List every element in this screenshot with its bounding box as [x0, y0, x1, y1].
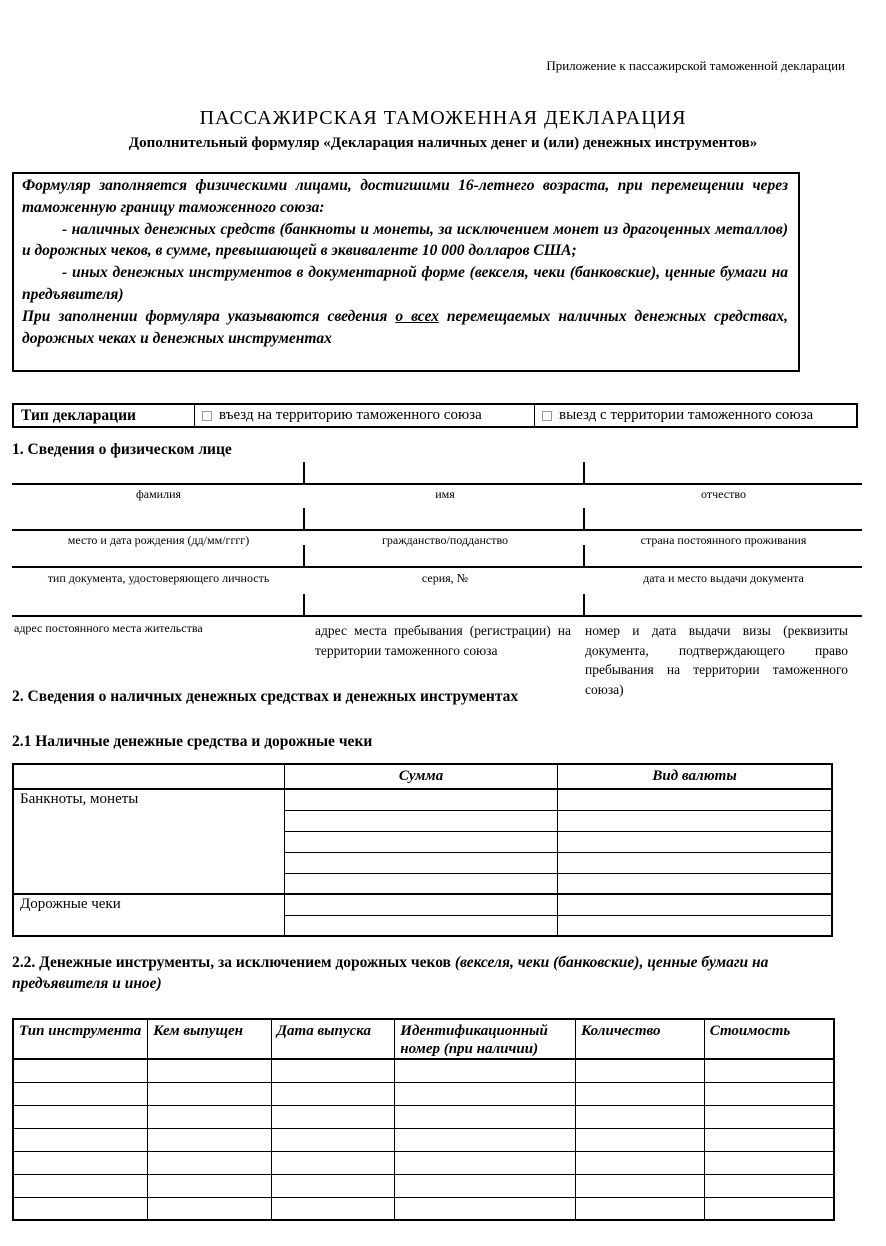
cell[interactable]: [148, 1174, 272, 1197]
checks-currency-cell[interactable]: [558, 915, 832, 936]
birth-citizenship-fields-row: [12, 508, 862, 531]
banknotes-row-label: Банкноты, монеты: [13, 789, 284, 894]
issue-date-place-field[interactable]: [585, 545, 862, 566]
table-row: [13, 1128, 834, 1151]
citizenship-field[interactable]: [305, 508, 585, 529]
intro-paragraph-1: Формуляр заполняется физическими лицами, достигшими 16-летнего возраста, при перемещении через таможенную границу таможенного союза:: [22, 177, 788, 216]
issue-date-header: Дата выпуска: [271, 1019, 395, 1059]
table-row: [13, 1082, 834, 1105]
cell[interactable]: [13, 1151, 148, 1174]
citizenship-label: гражданство/подданство: [381, 533, 509, 547]
cell[interactable]: [271, 1151, 395, 1174]
name-fields-labels: [12, 487, 862, 502]
residence-country-field[interactable]: [585, 508, 862, 529]
cell[interactable]: [13, 1174, 148, 1197]
issue-date-place-label: дата и место выдачи документа: [643, 571, 804, 585]
given-name-label: имя: [435, 487, 455, 501]
given-name-field[interactable]: [305, 462, 585, 483]
checks-amount-cell[interactable]: [284, 915, 557, 936]
declaration-type-label: Тип декларации: [14, 405, 195, 426]
banknotes-amount-cell[interactable]: [284, 810, 557, 831]
cell[interactable]: [148, 1082, 272, 1105]
entry-checkbox[interactable]: [202, 411, 212, 421]
banknotes-amount-cell[interactable]: [284, 789, 557, 810]
cell[interactable]: [704, 1059, 834, 1082]
annex-note: Приложение к пассажирской таможенной декларации: [546, 58, 845, 73]
intro-paragraph-4: При заполнении формуляра указываются сведения о всех перемещаемых наличных денежных средствах, дорожных чеках и денежных инструментах: [22, 307, 789, 347]
cell[interactable]: [13, 1128, 148, 1151]
cell[interactable]: [148, 1105, 272, 1128]
banknotes-currency-cell[interactable]: [558, 810, 832, 831]
cell[interactable]: [395, 1151, 576, 1174]
value-header: Стоимость: [704, 1019, 834, 1059]
table-row: [13, 1197, 834, 1220]
banknotes-currency-cell[interactable]: [558, 789, 832, 810]
quantity-header: Количество: [576, 1019, 705, 1059]
table-row: [13, 1151, 834, 1174]
series-number-field[interactable]: [305, 545, 585, 566]
entry-option[interactable]: [195, 405, 535, 426]
cell[interactable]: [704, 1174, 834, 1197]
banknotes-currency-cell[interactable]: [558, 831, 832, 852]
cell[interactable]: [576, 1174, 705, 1197]
cell[interactable]: [395, 1059, 576, 1082]
entry-option-label: въезд на территорию таможенного союза: [219, 407, 482, 423]
patronymic-field[interactable]: [585, 462, 862, 483]
table-row: [13, 1174, 834, 1197]
cell[interactable]: [148, 1151, 272, 1174]
cell[interactable]: [148, 1128, 272, 1151]
patronymic-label: отчество: [701, 487, 746, 501]
cell[interactable]: [704, 1197, 834, 1220]
instruments-table: [12, 1018, 835, 1221]
intro-paragraph-2: - наличных денежных средств (банкноты и монеты, за исключением монет из драгоценных металлов) и дорожных чеков, в сумме, превышающей в эквиваленте 10 000 долларов США;: [22, 220, 788, 260]
banknotes-amount-cell[interactable]: [284, 873, 557, 894]
cell[interactable]: [704, 1082, 834, 1105]
cell[interactable]: [395, 1174, 576, 1197]
cell[interactable]: [576, 1151, 705, 1174]
visa-details-label: номер и дата выдачи визы (реквизиты документа, подтверждающего право пребывания на территории таможенного союза): [585, 623, 848, 697]
cell[interactable]: [395, 1197, 576, 1220]
cell[interactable]: [395, 1082, 576, 1105]
cell[interactable]: [271, 1082, 395, 1105]
table-row: [13, 894, 832, 915]
cell[interactable]: [13, 1059, 148, 1082]
section22-heading: 2.2. Денежные инструменты, за исключением дорожных чеков (векселя, чеки (банковские), ценные бумаги на предъявителя и иное): [12, 954, 769, 992]
cell[interactable]: [704, 1105, 834, 1128]
document-fields-labels: [12, 571, 862, 586]
surname-field[interactable]: [12, 462, 305, 483]
cash-table: [12, 763, 833, 937]
cell[interactable]: [13, 1082, 148, 1105]
form-title: ПАССАЖИРСКАЯ ТАМОЖЕННАЯ ДЕКЛАРАЦИЯ: [199, 107, 687, 129]
declaration-type-row: [12, 403, 858, 428]
instruments-table-header-row: [13, 1019, 834, 1059]
banknotes-currency-cell[interactable]: [558, 852, 832, 873]
permanent-address-field[interactable]: [12, 594, 305, 615]
surname-label: фамилия: [135, 487, 182, 501]
section21-heading: 2.1 Наличные денежные средства и дорожные чеки: [12, 733, 373, 750]
checks-currency-cell[interactable]: [558, 894, 832, 915]
table-row: [13, 789, 832, 810]
issuer-header: Кем выпущен: [148, 1019, 272, 1059]
section1-heading: 1. Сведения о физическом лице: [12, 441, 232, 458]
cell[interactable]: [395, 1105, 576, 1128]
document-fields-row: [12, 545, 862, 568]
permanent-address-label: адрес постоянного места жительства: [14, 621, 203, 635]
cash-table-header-row: [13, 764, 832, 789]
section2-heading: 2. Сведения о наличных денежных средствах и денежных инструментах: [12, 688, 519, 705]
birth-place-date-label: место и дата рождения (дд/мм/гггг): [67, 533, 250, 547]
cell[interactable]: [13, 1197, 148, 1220]
series-number-label: серия, №: [421, 571, 469, 585]
exit-option[interactable]: [535, 405, 856, 426]
cell[interactable]: [271, 1059, 395, 1082]
birth-place-date-field[interactable]: [12, 508, 305, 529]
banknotes-currency-cell[interactable]: [558, 873, 832, 894]
stay-address-label: адрес места пребывания (регистрации) на территории таможенного союза: [315, 623, 571, 658]
banknotes-amount-cell[interactable]: [284, 852, 557, 873]
cell[interactable]: [576, 1128, 705, 1151]
cash-table-empty-header: [13, 764, 284, 789]
cell[interactable]: [576, 1197, 705, 1220]
table-row: [13, 1059, 834, 1082]
id-document-type-field[interactable]: [12, 545, 305, 566]
cell[interactable]: [395, 1128, 576, 1151]
id-number-header: Идентификационный номер (при наличии): [395, 1019, 576, 1059]
exit-option-label: выезд с территории таможенного союза: [559, 407, 814, 423]
cell[interactable]: [271, 1174, 395, 1197]
table-row: [13, 1105, 834, 1128]
banknotes-amount-cell[interactable]: [284, 831, 557, 852]
name-fields-row: [12, 462, 862, 485]
checks-amount-cell[interactable]: [284, 894, 557, 915]
travellers-checks-row-label: Дорожные чеки: [13, 894, 284, 936]
cell[interactable]: [576, 1082, 705, 1105]
id-document-type-label: тип документа, удостоверяющего личность: [47, 571, 270, 585]
amount-column-header: Сумма: [284, 764, 557, 789]
cell[interactable]: [704, 1128, 834, 1151]
cell[interactable]: [271, 1105, 395, 1128]
cell[interactable]: [271, 1197, 395, 1220]
instrument-type-header: Тип инструмента: [13, 1019, 148, 1059]
form-subtitle: Дополнительный формуляр «Декларация наличных денег и (или) денежных инструментов»: [128, 135, 758, 151]
exit-checkbox[interactable]: [542, 411, 552, 421]
currency-column-header: Вид валюты: [558, 764, 832, 789]
cell[interactable]: [576, 1105, 705, 1128]
intro-paragraph-3: - иных денежных инструментов в документарной форме (векселя, чеки (банковские), ценные бумаги на предъявителя): [22, 264, 788, 303]
cell[interactable]: [271, 1128, 395, 1151]
address-fields-row: [12, 594, 862, 617]
all-funds-emphasis: о всех: [395, 307, 439, 325]
section22-heading-italic: (векселя, чеки (банковские), ценные бумаги на предъявителя и иное): [12, 954, 769, 992]
cell[interactable]: [704, 1151, 834, 1174]
cell[interactable]: [13, 1105, 148, 1128]
cell[interactable]: [148, 1059, 272, 1082]
cell[interactable]: [148, 1197, 272, 1220]
stay-address-field[interactable]: [305, 594, 585, 615]
cell[interactable]: [576, 1059, 705, 1082]
residence-country-label: страна постоянного проживания: [640, 533, 807, 547]
intro-instructions: [12, 172, 800, 372]
visa-details-field[interactable]: [585, 594, 862, 615]
